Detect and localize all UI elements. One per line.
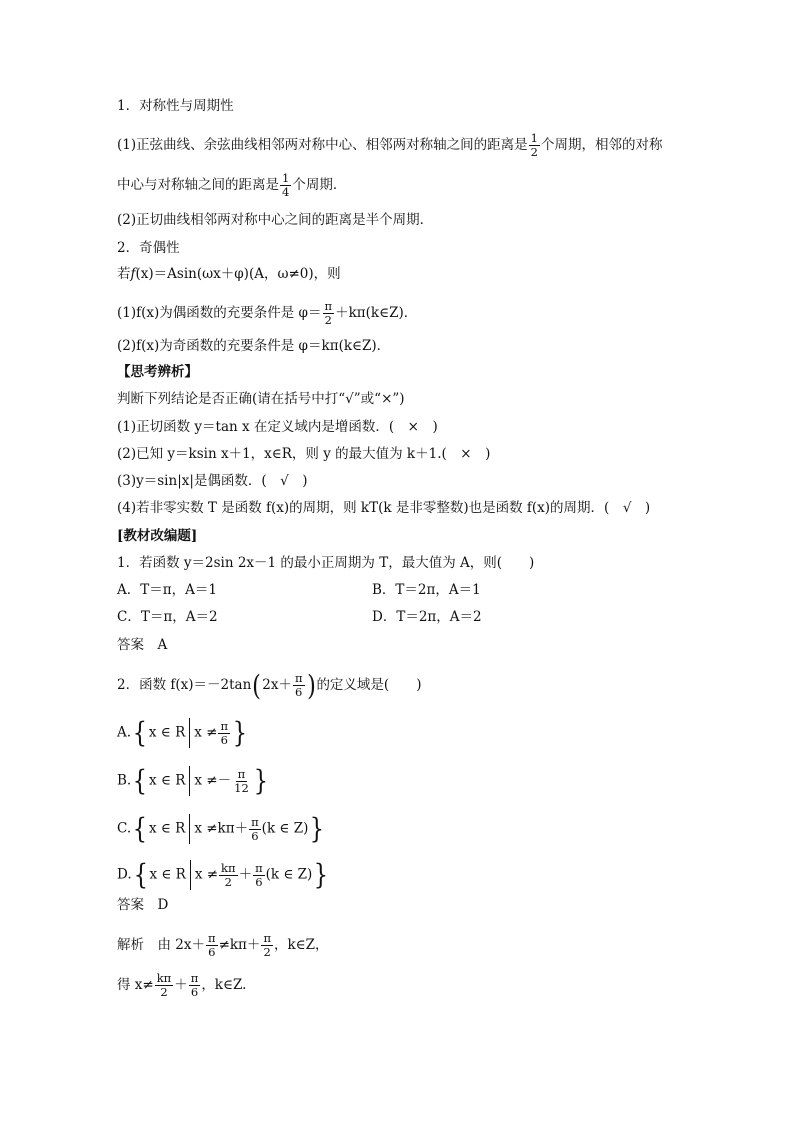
q1-options-row-2 <box>117 607 482 627</box>
fraction-pi-over-2: $\frac{\pi}{2}$ <box>324 299 333 327</box>
think-item-3: (3)y＝sin|x|是偶函数．( √ ) <box>117 473 308 489</box>
fraction-pi-over-6: $\frac{\pi}{6}$ <box>294 671 303 699</box>
think-instruction: 判断下列结论是否正确(请在括号中打“√”或“×”) <box>117 391 405 407</box>
q1-stem: 1．若函数 y＝2sin 2x－1 的最小正周期为 T，最大值为 A，则( ) <box>117 555 535 571</box>
q2-option-c: C.{ x ∈ R x ≠kπ＋ $\frac{\pi}{6}$ (k ∈ Z)} <box>117 812 325 845</box>
think-item-1: (1)正切函数 y＝tan x 在定义域内是增函数．( × ) <box>117 419 438 435</box>
think-heading: 【思考辨析】 <box>117 364 198 380</box>
q2-option-b: B.{ x ∈ R x ≠－ $\frac{\pi}{12}$ } <box>117 764 268 797</box>
parity-intro: 若f(x)＝Asin(ωx＋φ)(A，ω≠0)，则 <box>117 266 341 282</box>
paragraph-symmetry-1-cont: 中心与对称轴之间的距离是 $\frac{1}{4}$ 个周期． <box>117 171 347 199</box>
q2-stem: 2．函数 f(x)＝－2tan(2x＋ $\frac{\pi}{6}$ )的定义域是( ) <box>117 668 422 702</box>
section-heading-symmetry: 1．对称性与周期性 <box>117 98 234 114</box>
q2-option-a: A.{ x ∈ R x ≠ $\frac{\pi}{6}$ } <box>117 716 248 749</box>
fraction-one-quarter: $\frac{1}{4}$ <box>282 171 290 199</box>
q1-options-row-1 <box>117 580 481 600</box>
textbook-heading: [教材改编题] <box>117 528 198 544</box>
section-heading-parity: 2．奇偶性 <box>117 240 180 256</box>
q1-option-c: C．T＝π，A＝2 <box>117 609 218 625</box>
q1-option-b: B．T＝2π，A＝1 <box>372 582 481 598</box>
parity-even-condition: (1)f(x)为偶函数的充要条件是 φ＝ $\frac{\pi}{2}$ ＋kπ(k∈Z)． <box>117 299 418 327</box>
q2-solution-line-1: 解析 由 2x＋ $\frac{\pi}{6}$ ≠kπ＋ $\frac{\pi}{2}$ ，k∈Z， <box>117 931 329 959</box>
q1-option-a: A．T＝π，A＝1 <box>117 582 217 598</box>
fraction-one-half: $\frac{1}{2}$ <box>530 131 538 159</box>
paragraph-symmetry-1: (1)正弦曲线、余弦曲线相邻两对称中心、相邻两对称轴之间的距离是 $\frac{1}{2}$ 个周期，相邻的对称 <box>117 131 663 159</box>
think-item-4: (4)若非零实数 T 是函数 f(x)的周期，则 kT(k 是非零整数)也是函数 f(x)的周期．( √ ) <box>117 500 651 516</box>
q2-answer: 答案 D <box>117 897 169 913</box>
q1-answer: 答案 A <box>117 637 168 653</box>
parity-odd-condition: (2)f(x)为奇函数的充要条件是 φ＝kπ(k∈Z)． <box>117 338 391 354</box>
q1-option-d: D．T＝2π，A＝2 <box>372 609 482 625</box>
q2-solution-line-2: 得 x≠ $\frac{k\pi}{2}$ ＋ $\frac{\pi}{6}$ ，k∈Z. <box>117 971 247 999</box>
q2-option-d: D.{ x ∈ R x ≠ $\frac{k\pi}{2}$ ＋ $\frac{\pi}{6}$ (k ∈ Z)} <box>117 858 329 891</box>
paragraph-symmetry-2: (2)正切曲线相邻两对称中心之间的距离是半个周期． <box>117 212 434 228</box>
think-item-2: (2)已知 y＝ksin x＋1，x∈R，则 y 的最大值为 k＋1.( × ) <box>117 446 491 462</box>
